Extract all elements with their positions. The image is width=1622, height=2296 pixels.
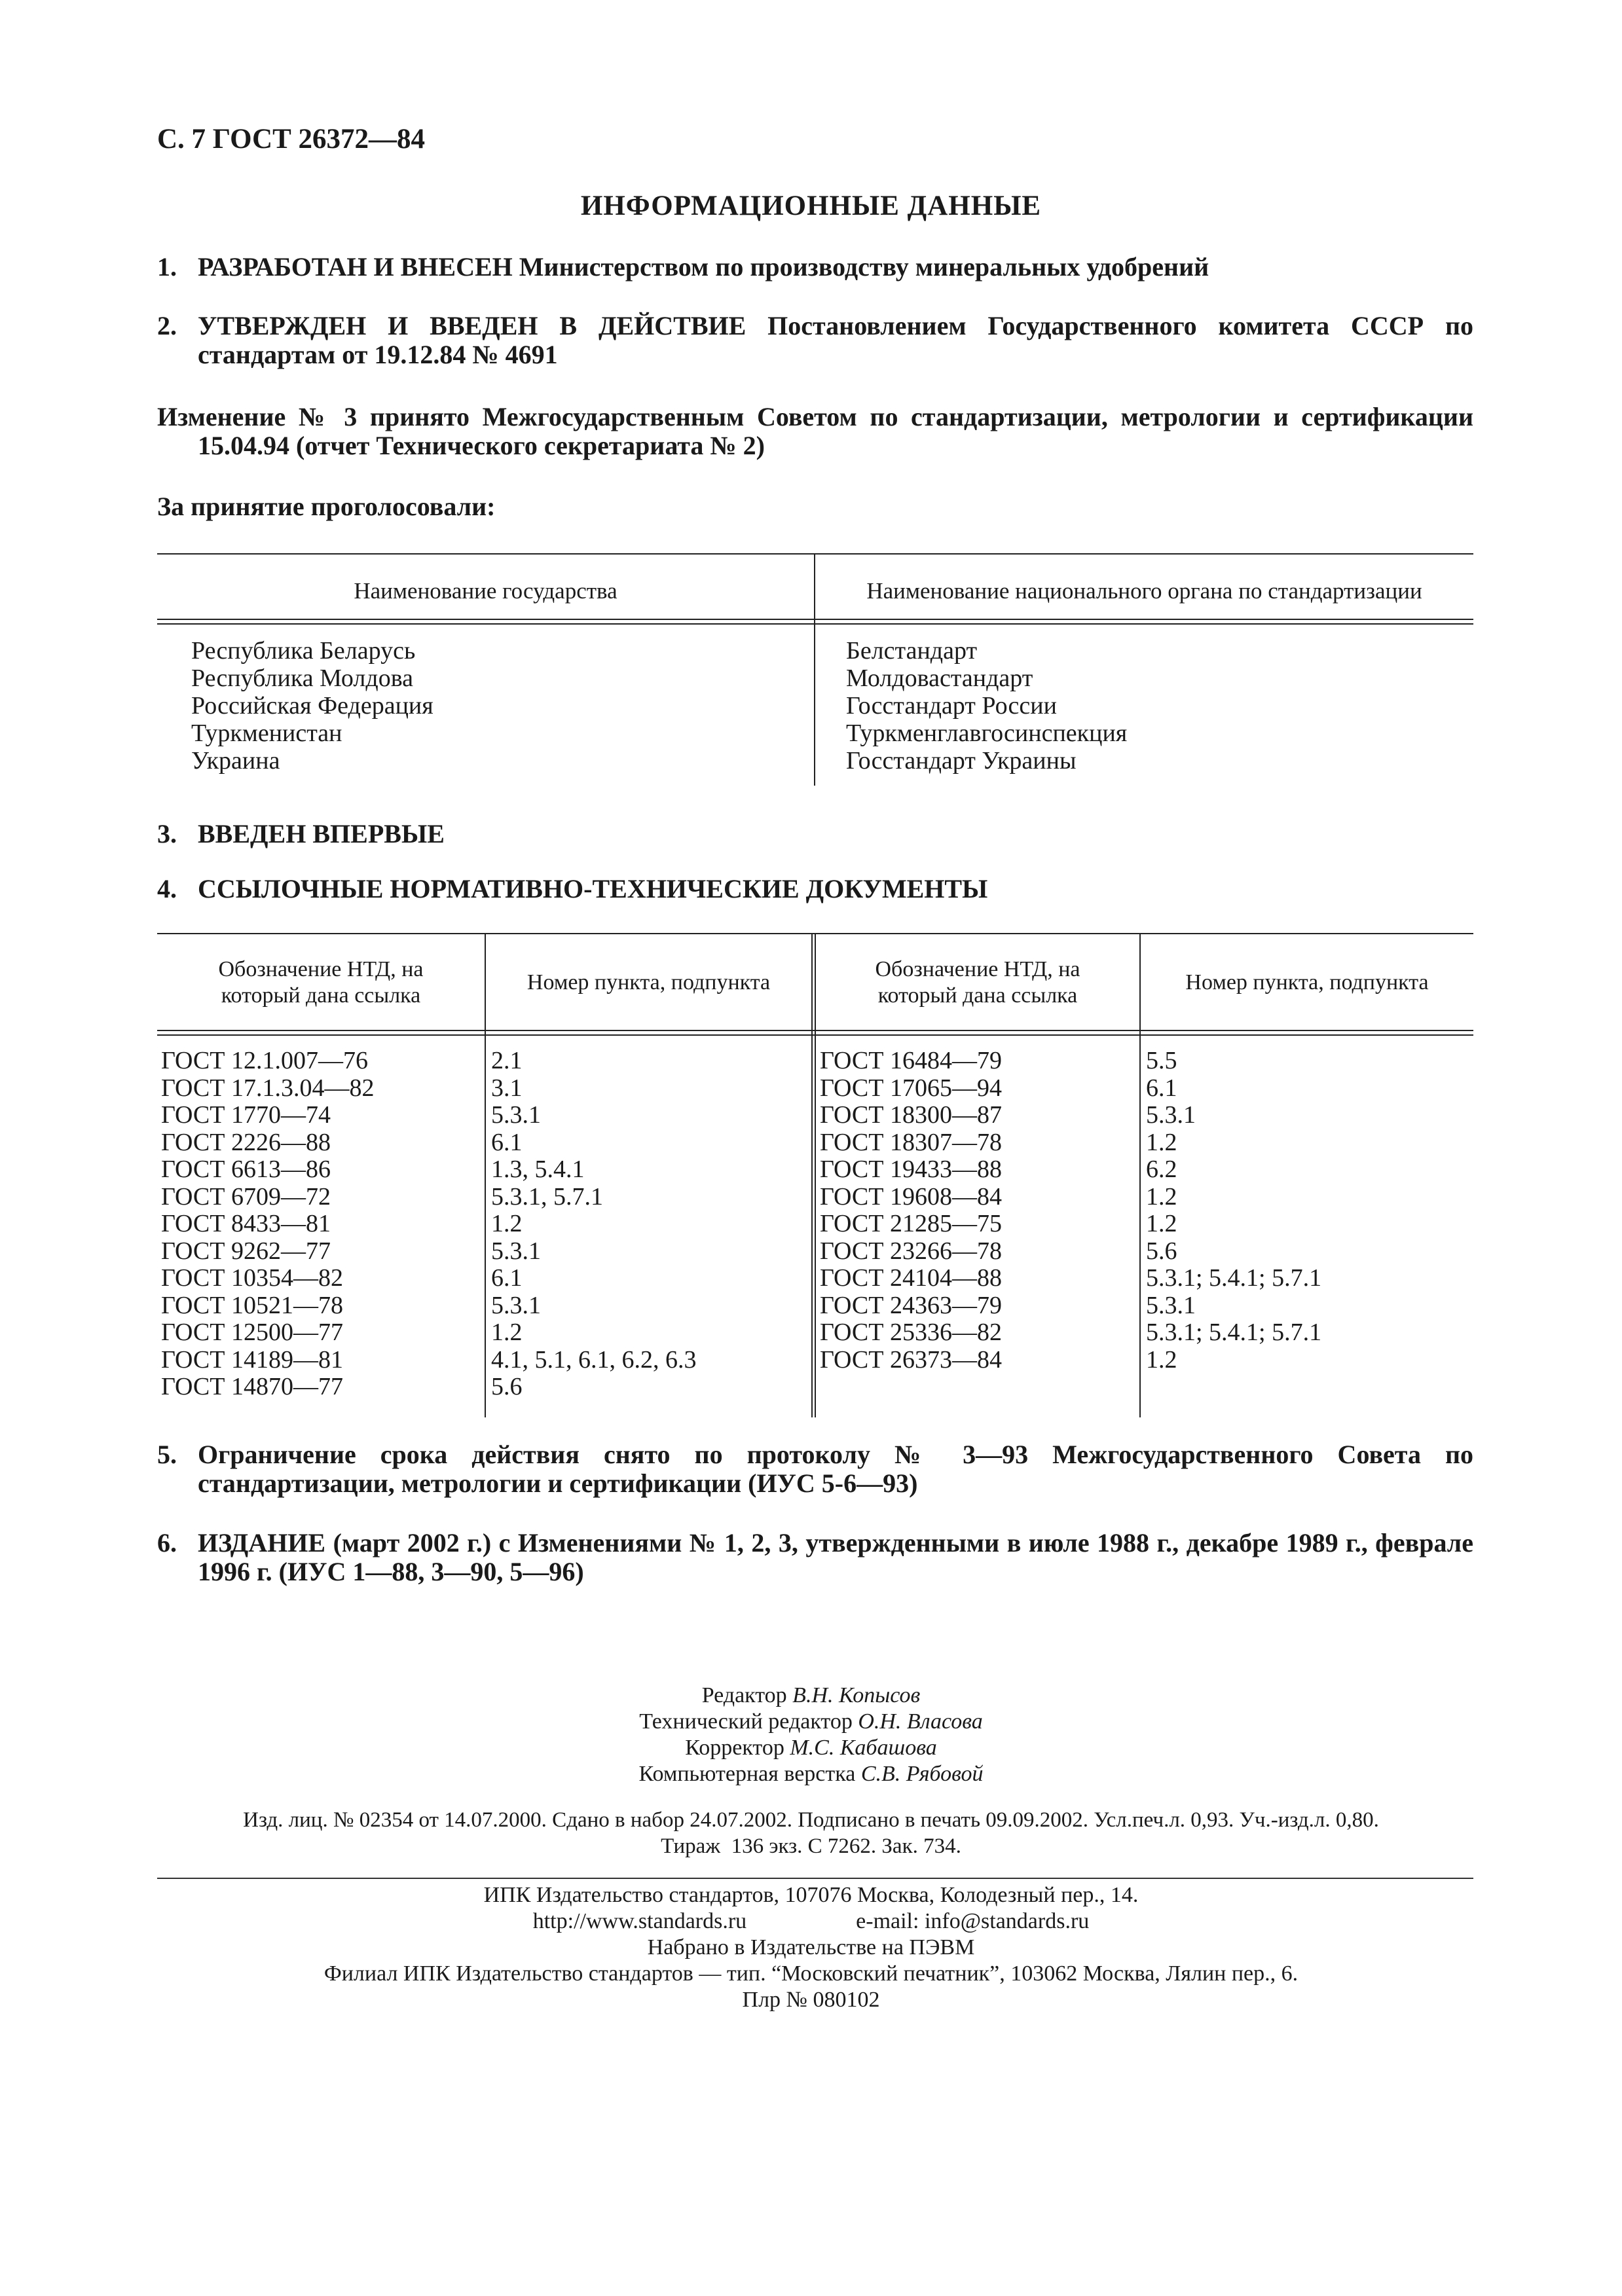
section-text: УТВЕРЖДЕН И ВВЕДЕН В ДЕЙСТВИЕ Постановлением Государственного комитета СССР по стандартам от 19.12.84 № 4691: [198, 311, 1473, 369]
reference-document: ГОСТ 2226—88: [161, 1128, 331, 1156]
credit-layout: [0, 1761, 1622, 1787]
reference-document: ГОСТ 26373—84: [820, 1345, 1002, 1374]
reference-document: ГОСТ 17065—94: [820, 1074, 1002, 1102]
section-1: [157, 253, 1473, 282]
reference-document: ГОСТ 9262—77: [161, 1237, 331, 1265]
page-header: С. 7 ГОСТ 26372—84: [157, 124, 426, 155]
footer-rule: [157, 1878, 1473, 1879]
credit-label: Корректор: [685, 1736, 784, 1760]
reference-item: 5.3.1: [491, 1101, 541, 1129]
reference-item: 6.1: [1146, 1074, 1177, 1102]
reference-item: 6.1: [491, 1128, 523, 1156]
column-header-body: Наименование национального органа по стандартизации: [866, 578, 1422, 604]
reference-item: 5.3.1; 5.4.1; 5.7.1: [1146, 1319, 1322, 1346]
header-line: который дана ссылка: [221, 983, 421, 1008]
reference-document: ГОСТ 18300—87: [820, 1101, 1002, 1129]
state-name: Республика Беларусь: [191, 637, 416, 665]
body-name: Молдовастандарт: [846, 665, 1033, 692]
publisher-line: Набрано в Издательстве на ПЭВМ: [647, 1935, 975, 1959]
credits-block: [0, 1683, 1622, 1787]
page-title: ИНФОРМАЦИОННЫЕ ДАННЫЕ: [580, 191, 1042, 221]
change-note: [157, 403, 1473, 460]
reference-document: ГОСТ 16484—79: [820, 1047, 1002, 1074]
state-name: Российская Федерация: [191, 692, 433, 720]
states-column: [191, 637, 433, 774]
section-text: Ограничение срока действия снято по протоколу № 3—93 Межгосударственного Совета по стандартизации, метрологии и сертификации (ИУС 5-6—93): [198, 1440, 1473, 1498]
reference-document: ГОСТ 6613—86: [161, 1156, 331, 1183]
section-number: 6.: [157, 1528, 177, 1558]
reference-document: ГОСТ 14189—81: [161, 1345, 343, 1374]
reference-item: 1.2: [1146, 1182, 1177, 1211]
reference-document: ГОСТ 19433—88: [820, 1156, 1002, 1183]
reference-item: 1.2: [1146, 1128, 1177, 1156]
imprint-block: [0, 1807, 1622, 1859]
reference-item: 3.1: [491, 1074, 523, 1102]
table-rule: [157, 553, 1473, 555]
credit-corrector: [0, 1735, 1622, 1761]
credit-name: В.Н. Копысов: [792, 1683, 921, 1707]
change-note-text: Изменение № 3 принято Межгосударственным Советом по стандартизации, метрологии и сертификации 15.04.94 (отчет Технического секретариата № 2): [157, 402, 1473, 460]
reference-item: 1.2: [1146, 1210, 1177, 1237]
voting-table: [157, 553, 1473, 786]
credit-name: О.Н. Власова: [858, 1709, 983, 1734]
reference-item: 1.3, 5.4.1: [491, 1156, 585, 1183]
column-header-item-right: Номер пункта, подпункта: [1185, 970, 1429, 994]
reference-item: 4.1, 5.1, 6.1, 6.2, 6.3: [491, 1345, 697, 1374]
credit-editor: [0, 1683, 1622, 1709]
reference-item: 5.3.1; 5.4.1; 5.7.1: [1146, 1264, 1322, 1292]
reference-item: 5.6: [1146, 1237, 1177, 1265]
reference-item: 5.5: [1146, 1047, 1177, 1074]
reference-document: ГОСТ 18307—78: [820, 1128, 1002, 1156]
section-text: РАЗРАБОТАН И ВНЕСЕН Министерством по производству минеральных удобрений: [198, 252, 1209, 282]
header-line: Обозначение НТД, на: [875, 957, 1080, 981]
voted-heading: [157, 492, 1473, 521]
column-header-doc-left: [157, 957, 485, 1009]
email-link[interactable]: e-mail: info@standards.ru: [856, 1909, 1090, 1933]
reference-item: 5.3.1: [491, 1291, 541, 1319]
left-doc-column: [161, 1048, 375, 1401]
publisher-line: Плр № 080102: [742, 1988, 880, 2012]
section-number: 4.: [157, 874, 177, 903]
right-item-column: [1146, 1048, 1321, 1374]
body-name: Туркменглавгосинспекция: [846, 720, 1128, 747]
credit-label: Компьютерная верстка: [638, 1762, 856, 1786]
body-name: Белстандарт: [846, 637, 978, 665]
reference-document: ГОСТ 12.1.007—76: [161, 1047, 368, 1074]
column-header-doc-right: [816, 957, 1139, 1009]
reference-item: 2.1: [491, 1047, 523, 1074]
reference-item: 5.3.1: [1146, 1291, 1196, 1319]
bodies-column: [846, 637, 1127, 774]
section-text: ССЫЛОЧНЫЕ НОРМАТИВНО-ТЕХНИЧЕСКИЕ ДОКУМЕНТЫ: [198, 874, 988, 903]
section-4: [157, 875, 1473, 903]
section-number: 1.: [157, 252, 177, 282]
reference-document: ГОСТ 8433—81: [161, 1210, 331, 1237]
table-double-divider: [811, 933, 816, 1417]
reference-document: ГОСТ 24104—88: [820, 1264, 1002, 1292]
reference-item: 5.3.1, 5.7.1: [491, 1182, 603, 1211]
voted-heading-text: За принятие проголосовали:: [157, 492, 496, 521]
reference-item: 1.2: [491, 1210, 523, 1237]
website-link[interactable]: http://www.standards.ru: [532, 1909, 747, 1933]
reference-item: 6.1: [491, 1264, 523, 1292]
imprint-line: Тираж 136 экз. С 7262. Зак. 734.: [661, 1834, 961, 1858]
header-line: Обозначение НТД, на: [218, 957, 424, 981]
credit-name: М.С. Кабашова: [790, 1736, 937, 1760]
reference-document: ГОСТ 12500—77: [161, 1319, 343, 1346]
reference-document: ГОСТ 10521—78: [161, 1291, 343, 1319]
header-line: который дана ссылка: [877, 983, 1078, 1008]
reference-document: ГОСТ 24363—79: [820, 1291, 1002, 1319]
section-number: 5.: [157, 1440, 177, 1469]
section-text: ВВЕДЕН ВПЕРВЫЕ: [198, 819, 445, 848]
publisher-block: [0, 1882, 1622, 2013]
reference-document: ГОСТ 6709—72: [161, 1182, 331, 1211]
section-2: [157, 312, 1473, 369]
state-name: Украина: [191, 747, 280, 774]
publisher-contacts: [0, 1908, 1622, 1935]
reference-document: ГОСТ 23266—78: [820, 1237, 1002, 1265]
state-name: Республика Молдова: [191, 665, 414, 692]
reference-document: ГОСТ 19608—84: [820, 1182, 1002, 1211]
body-name: Госстандарт России: [846, 692, 1057, 720]
left-item-column: [491, 1048, 697, 1401]
reference-document: ГОСТ 14870—77: [161, 1373, 343, 1400]
reference-item: 1.2: [491, 1319, 523, 1346]
reference-item: 6.2: [1146, 1156, 1177, 1183]
column-header-item-left: Номер пункта, подпункта: [526, 970, 771, 994]
table-divider: [485, 933, 486, 1417]
reference-item: 1.2: [1146, 1345, 1177, 1374]
section-6: [157, 1529, 1473, 1586]
reference-document: ГОСТ 10354—82: [161, 1264, 343, 1292]
right-doc-column: [820, 1048, 1002, 1374]
body-name: Госстандарт Украины: [846, 747, 1077, 774]
reference-document: ГОСТ 25336—82: [820, 1319, 1002, 1346]
credit-tech-editor: [0, 1709, 1622, 1735]
publisher-line: Филиал ИПК Издательство стандартов — тип. “Московский печатник”, 103062 Москва, Лялин пер., 6.: [323, 1961, 1299, 1986]
credit-name: С.В. Рябовой: [860, 1762, 984, 1786]
imprint-line: Изд. лиц. № 02354 от 14.07.2000. Сдано в набор 24.07.2002. Подписано в печать 09.09.2002. Усл.печ.л. 0,93. Уч.-изд.л. 0,80.: [243, 1808, 1379, 1832]
column-header-state: Наименование государства: [354, 578, 617, 604]
references-table: [157, 933, 1473, 1417]
publisher-line: ИПК Издательство стандартов, 107076 Москва, Колодезный пер., 14.: [483, 1883, 1139, 1907]
section-number: 3.: [157, 819, 177, 848]
credit-label: Редактор: [701, 1683, 787, 1707]
section-3: [157, 820, 1473, 848]
reference-document: ГОСТ 17.1.3.04—82: [161, 1074, 375, 1102]
reference-item: 5.3.1: [1146, 1101, 1196, 1129]
credit-label: Технический редактор: [639, 1709, 853, 1734]
section-5: [157, 1440, 1473, 1498]
reference-item: 5.3.1: [491, 1237, 541, 1265]
state-name: Туркменистан: [191, 720, 342, 747]
section-number: 2.: [157, 311, 177, 340]
reference-document: ГОСТ 1770—74: [161, 1101, 331, 1129]
reference-item: 5.6: [491, 1373, 523, 1400]
table-header-rule: [157, 619, 1473, 625]
section-text: ИЗДАНИЕ (март 2002 г.) с Изменениями № 1, 2, 3, утвержденными в июле 1988 г., декабре 1989 г., феврале 1996 г. (ИУС 1—88, 3—90, 5—96): [198, 1528, 1473, 1586]
table-divider: [1139, 933, 1141, 1417]
reference-document: ГОСТ 21285—75: [820, 1210, 1002, 1237]
